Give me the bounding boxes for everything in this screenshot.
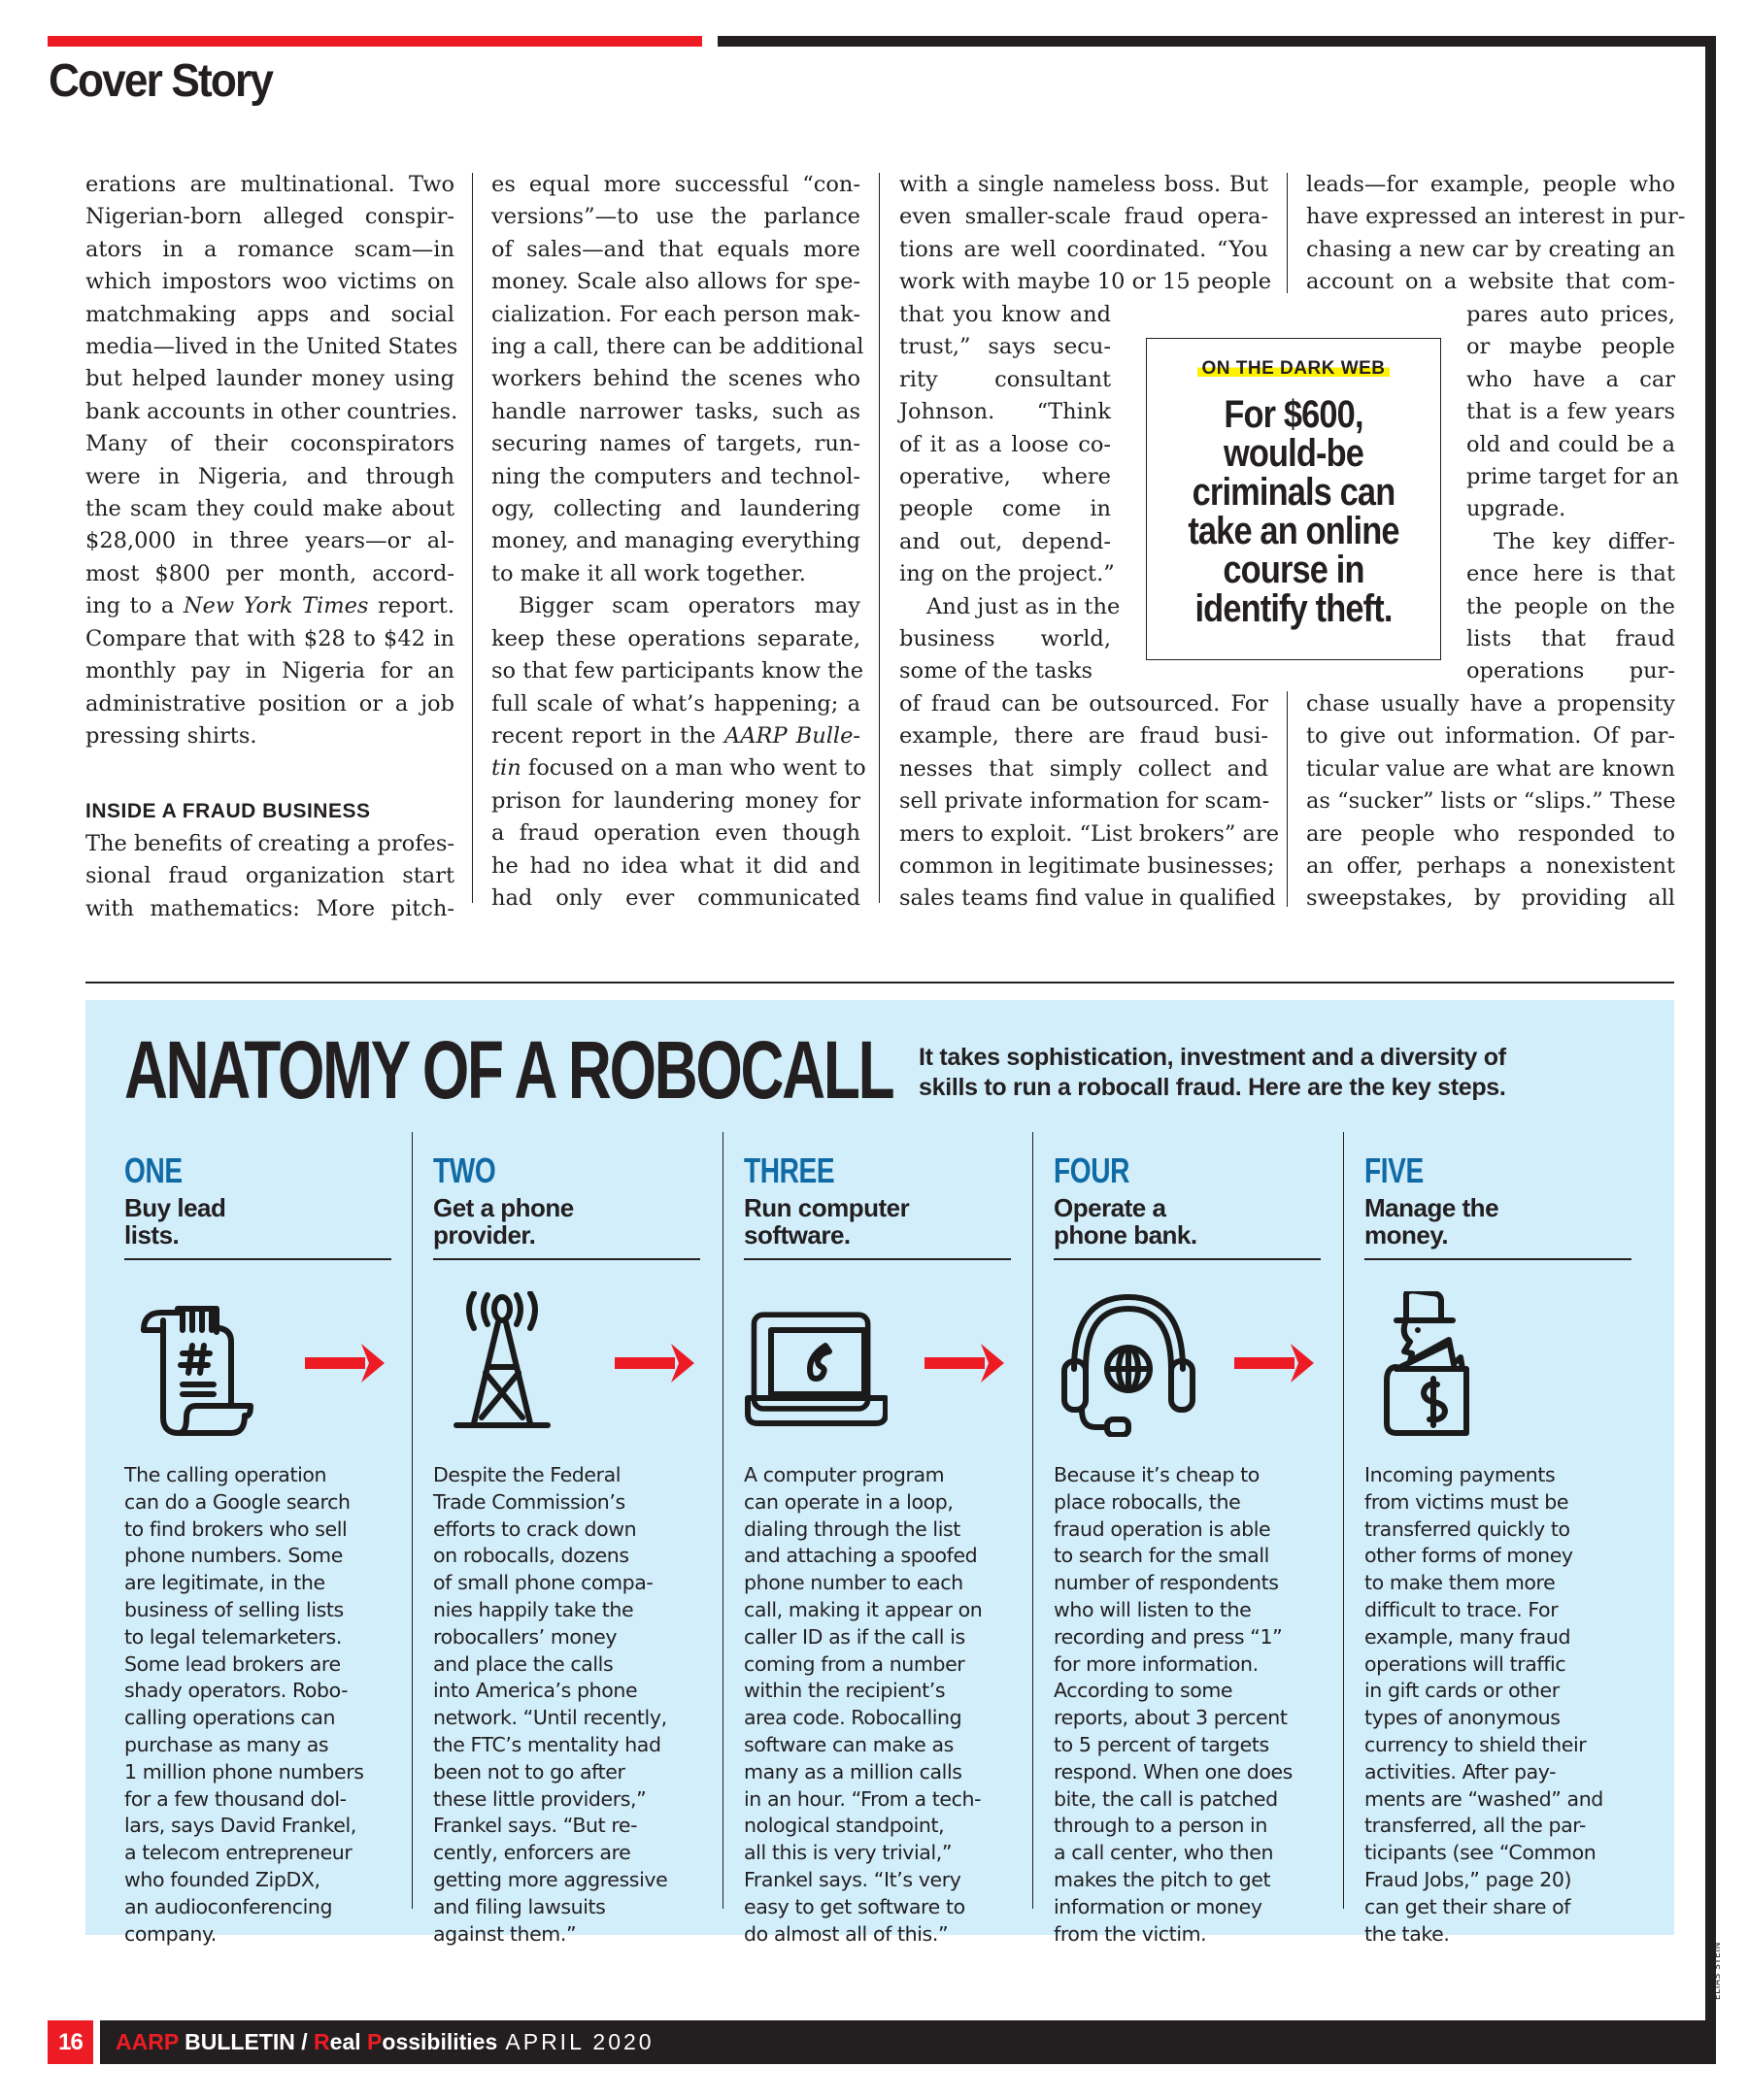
text-line: full scale of what’s happening; a	[491, 690, 860, 717]
text-line: prison for laundering money for	[491, 787, 860, 814]
text-line: call, making it appear on	[744, 1597, 983, 1621]
text-line: getting more aggressive	[433, 1867, 668, 1891]
text-line: information or money	[1054, 1894, 1262, 1918]
text-line: were in Nigeria, and through	[85, 463, 454, 489]
text-line: to search for the small	[1054, 1544, 1269, 1568]
text-line: of fraud can be outsourced. For	[899, 691, 1268, 717]
text-line: The benefits of creating a profes-	[85, 830, 454, 856]
scroll-list-icon	[124, 1291, 270, 1437]
text-line: transferred quickly to	[1364, 1517, 1570, 1541]
step-body	[124, 1462, 416, 1948]
article-column-3-bottom	[899, 688, 1280, 916]
article-line: recent report in the AARP Bulle-	[491, 722, 860, 749]
text-line: the people on the	[1466, 593, 1675, 619]
text-line: many as a million calls	[744, 1759, 962, 1783]
text-line: the take.	[1364, 1921, 1450, 1946]
column-divider	[472, 173, 473, 903]
article-column-3	[899, 169, 1272, 299]
text-line: to 5 percent of targets	[1054, 1732, 1269, 1756]
text-line: place robocalls, the	[1054, 1489, 1241, 1514]
flow-arrow-icon	[305, 1342, 402, 1384]
text-line: prime target for an	[1466, 464, 1679, 490]
article-column-4-narrow	[1466, 299, 1679, 688]
text-line: chasing a new car by creating an	[1306, 236, 1675, 262]
text-line: to find brokers who sell	[124, 1517, 348, 1541]
thief-wallet-dollar-icon	[1367, 1291, 1513, 1437]
text-line: versions”—to use the parlance	[491, 204, 860, 230]
step-one	[124, 1151, 416, 1260]
article-line: upgrade.	[1466, 496, 1566, 522]
text-line: of sales—and that equals more	[491, 236, 860, 262]
text-line: all this is very trivial,”	[744, 1841, 953, 1865]
article-subhead: INSIDE A FRAUD BUSINESS	[85, 800, 371, 823]
text-line: he had no idea what it did and	[491, 852, 860, 879]
text-line: been not to go after	[433, 1759, 625, 1783]
text-line: area code. Robocalling	[744, 1706, 962, 1730]
step-rule	[744, 1258, 1011, 1260]
text-line: phone number to each	[744, 1571, 963, 1595]
article-line: tin focused on a man who went to	[491, 755, 866, 782]
text-line: can get their share of	[1364, 1894, 1571, 1918]
footer-bar	[100, 2020, 1716, 2064]
text-line: ence here is that	[1466, 561, 1675, 587]
text-line: The calling operation	[124, 1463, 327, 1486]
step-number: TWO	[433, 1150, 496, 1190]
text-line: Despite the Federal	[433, 1463, 622, 1486]
text-line: transferred, all the par-	[1364, 1814, 1586, 1838]
step-body	[1364, 1462, 1656, 1948]
text-line: that is a few years	[1466, 399, 1675, 425]
pull-quote-box	[1146, 338, 1441, 660]
text-line: even smaller-scale fraud opera-	[899, 204, 1268, 230]
text-line: nesses that simply collect and	[899, 755, 1268, 782]
page-number: 16	[48, 2020, 93, 2064]
footer-publication: AARP BULLETIN / Real Possibilities APRIL 2020	[116, 2029, 655, 2054]
text-line: example, many fraud	[1364, 1624, 1571, 1649]
text-line: Incoming payments	[1364, 1463, 1556, 1486]
text-line: a call center, who then	[1054, 1841, 1274, 1865]
photo-credit: ELIAS STEIN	[1713, 1942, 1723, 2000]
text-line: difficult to trace. For	[1364, 1597, 1559, 1621]
text-line: recording and press “1”	[1054, 1624, 1283, 1649]
step-two	[433, 1151, 724, 1260]
text-line: nological standpoint,	[744, 1814, 945, 1838]
text-line: into America’s phone	[433, 1679, 638, 1703]
text-line: purchase as many as	[124, 1732, 329, 1756]
text-line: ators in a romance scam—in	[85, 236, 454, 262]
text-line: with a single nameless boss. But	[899, 172, 1268, 197]
step-body	[1054, 1462, 1345, 1948]
text-line: other forms of money	[1364, 1544, 1573, 1568]
step-title: Run computer software.	[744, 1193, 910, 1250]
text-line: within the recipient’s	[744, 1679, 946, 1703]
text-line: to make them more	[1364, 1571, 1556, 1595]
flow-arrow-icon	[924, 1342, 1022, 1384]
text-line: Johnson. “Think	[899, 399, 1111, 425]
text-line: administrative position or a job	[85, 690, 454, 717]
text-line: from victims must be	[1364, 1489, 1569, 1514]
step-title: Buy lead lists.	[124, 1193, 226, 1250]
header-black-rule	[718, 36, 1716, 47]
column-divider	[1287, 691, 1288, 907]
text-line: operative, where	[899, 464, 1111, 490]
text-line: Bigger scam operators may	[519, 593, 860, 619]
text-line: erations are multinational. Two	[85, 172, 454, 197]
text-line: sales teams find value in qualified	[899, 885, 1276, 912]
text-line: leads—for example, people who	[1306, 172, 1675, 197]
text-line: coming from a number	[744, 1651, 965, 1676]
text-line: the FTC’s mentality had	[433, 1732, 661, 1756]
step-number: FOUR	[1054, 1150, 1129, 1190]
text-line: sweepstakes, by providing all	[1306, 885, 1675, 912]
text-line: money, and managing everything	[491, 528, 860, 554]
text-line: ning the computers and technol-	[491, 463, 860, 489]
text-line: in an hour. “From a tech-	[744, 1786, 982, 1811]
text-line: of small phone compa-	[433, 1571, 654, 1595]
radio-tower-icon	[437, 1291, 583, 1437]
text-line: can operate in a loop,	[744, 1489, 954, 1514]
text-line: lars, says David Frankel,	[124, 1814, 356, 1838]
text-line: and attaching a spoofed	[744, 1544, 978, 1568]
text-line: old and could be a	[1466, 431, 1675, 457]
text-line: ogy, collecting and laundering	[491, 496, 860, 522]
step-five	[1364, 1151, 1656, 1260]
text-line: who will listen to the	[1054, 1597, 1252, 1621]
step-title: Get a phone provider.	[433, 1193, 574, 1250]
headset-globe-icon	[1057, 1291, 1202, 1437]
text-line: for more information.	[1054, 1651, 1259, 1676]
text-line: 1 million phone numbers	[124, 1759, 364, 1783]
text-line: Trade Commission’s	[433, 1489, 625, 1514]
text-line: company.	[124, 1921, 217, 1946]
text-line: easy to get software to	[744, 1894, 965, 1918]
infographic-panel	[85, 1000, 1674, 1946]
text-line: ments are “washed” and	[1364, 1786, 1603, 1811]
text-line: calling operations can	[124, 1706, 336, 1730]
text-line: matchmaking apps and social	[85, 301, 454, 327]
step-body	[744, 1462, 1035, 1948]
text-line: efforts to crack down	[433, 1517, 637, 1541]
text-line: media—lived in the United States	[85, 334, 458, 360]
text-line: bite, the call is patched	[1054, 1786, 1278, 1811]
text-line: pares auto prices,	[1466, 302, 1675, 327]
text-line: caller ID as if the call is	[744, 1624, 965, 1649]
text-line: $28,000 in three years—or al-	[85, 528, 454, 554]
text-line: sell private information for scam-	[899, 788, 1270, 815]
text-line: had only ever communicated	[491, 884, 860, 911]
text-line: currency to shield their	[1364, 1732, 1587, 1756]
text-line: rity consultant	[899, 366, 1111, 392]
text-line: business world,	[899, 626, 1111, 652]
text-line: example, there are fraud busi-	[899, 723, 1268, 750]
text-line: dialing through the list	[744, 1517, 960, 1541]
text-line: and out, depend-	[899, 528, 1111, 554]
text-line: mers to exploit. “List brokers” are	[899, 820, 1280, 847]
text-line: are people who responded to	[1306, 820, 1675, 847]
text-line: and place the calls	[433, 1651, 614, 1676]
text-line: Some lead brokers are	[124, 1651, 341, 1676]
text-line: chase usually have a propensity	[1306, 691, 1675, 717]
text-line: Compare that with $28 to $42 in	[85, 625, 454, 651]
step-rule	[433, 1258, 700, 1260]
text-line: to legal telemarketers.	[124, 1624, 342, 1649]
article-line: to make it all work together.	[491, 560, 806, 586]
text-line: Because it’s cheap to	[1054, 1463, 1260, 1486]
text-line: number of respondents	[1054, 1571, 1279, 1595]
article-column-1	[85, 169, 458, 925]
text-line: who have a car	[1466, 366, 1675, 392]
text-line: ing a call, there can be additional	[491, 334, 864, 360]
text-line: people come in	[899, 496, 1111, 522]
text-line: Fraud Jobs,” page 20)	[1364, 1867, 1572, 1891]
text-line: on robocalls, dozens	[433, 1544, 629, 1568]
infographic-subtitle: It takes sophistication, investment and a diversity of skills to run a robocall fraud. Here are the key steps.	[919, 1044, 1506, 1101]
text-line: or maybe people	[1466, 334, 1675, 360]
column-divider	[1287, 173, 1288, 293]
text-line: which impostors woo victims on	[85, 269, 454, 295]
text-line: types of anonymous	[1364, 1706, 1561, 1730]
text-line: reports, about 3 percent	[1054, 1706, 1288, 1730]
text-line: cialization. For each person mak-	[491, 301, 860, 327]
text-line: to give out information. Of par-	[1306, 723, 1675, 750]
text-line: a fraud operation even though	[491, 820, 860, 847]
section-title: Cover Story	[49, 55, 273, 107]
header-red-rule	[48, 36, 702, 47]
step-number: THREE	[744, 1150, 835, 1190]
text-line: do almost all of this.”	[744, 1921, 949, 1946]
page-edge-rule	[1705, 36, 1716, 2055]
article-line: pressing shirts.	[85, 722, 257, 749]
text-line: from the victim.	[1054, 1921, 1207, 1946]
text-line: respond. When one does	[1054, 1759, 1293, 1783]
text-line: are legitimate, in the	[124, 1571, 325, 1595]
article-line: ing to a New York Times report.	[85, 593, 454, 619]
text-line: robocallers’ money	[433, 1624, 618, 1649]
step-body	[433, 1462, 724, 1948]
text-line: workers behind the scenes who	[491, 366, 860, 392]
text-line: as “sucker” lists or “slips.” These	[1306, 788, 1676, 815]
pull-quote-kicker: ON THE DARK WEB	[1147, 358, 1440, 380]
step-four	[1054, 1151, 1345, 1260]
text-line: shady operators. Robo-	[124, 1679, 349, 1703]
text-line: who founded ZipDX,	[124, 1867, 320, 1891]
text-line: Frankel says. “But re-	[433, 1814, 638, 1838]
step-title: Operate a phone bank.	[1054, 1193, 1197, 1250]
text-line: through to a person in	[1054, 1814, 1267, 1838]
text-line: so that few participants know the	[491, 658, 864, 684]
text-line: a telecom entrepreneur	[124, 1841, 353, 1865]
pull-quote-text: For $600, would-be criminals can take an online course in identify theft.	[1188, 393, 1399, 630]
text-line: in gift cards or other	[1364, 1679, 1560, 1703]
text-line: es equal more successful “con-	[491, 172, 860, 197]
text-line: securing names of targets, run-	[491, 431, 860, 457]
text-line: these little providers,”	[433, 1786, 647, 1811]
text-line: account on a website that com-	[1306, 269, 1675, 295]
text-line: operations will traffic	[1364, 1651, 1566, 1676]
article-line: some of the tasks	[899, 658, 1093, 684]
text-line: an audioconferencing	[124, 1894, 333, 1918]
article-column-3-narrow	[899, 299, 1121, 688]
text-line: with mathematics: More pitch-	[85, 895, 454, 921]
text-line: an offer, perhaps a nonexistent	[1306, 853, 1675, 880]
text-line: the scam they could make about	[85, 496, 454, 522]
text-line: tions are well coordinated. “You	[899, 236, 1268, 262]
text-line: but helped launder money using	[85, 366, 454, 392]
infographic-top-rule	[85, 982, 1674, 983]
text-line: of it as a loose co-	[899, 431, 1111, 457]
step-number: ONE	[124, 1150, 183, 1190]
text-line: makes the pitch to get	[1054, 1867, 1271, 1891]
text-line: lists that fraud	[1466, 626, 1675, 652]
text-line: money. Scale also allows for spe-	[491, 269, 860, 295]
text-line: And just as in the	[926, 593, 1121, 619]
text-line: for a few thousand dol-	[124, 1786, 347, 1811]
article-line: ing on the project.”	[899, 561, 1115, 587]
text-line: have expressed an interest in pur-	[1306, 204, 1686, 230]
text-line: activities. After pay-	[1364, 1759, 1557, 1783]
text-line: most $800 per month, accord-	[85, 560, 454, 586]
text-line: Frankel says. “It’s very	[744, 1867, 961, 1891]
step-title: Manage the money.	[1364, 1193, 1499, 1250]
laptop-phone-icon	[742, 1291, 888, 1437]
text-line: and filing lawsuits	[433, 1894, 606, 1918]
article-column-2	[491, 169, 866, 915]
step-rule	[1364, 1258, 1631, 1260]
text-line: monthly pay in Nigeria for an	[85, 658, 454, 684]
text-line: sional fraud organization start	[85, 863, 454, 889]
article-column-4-bottom	[1306, 688, 1675, 916]
step-three	[744, 1151, 1035, 1260]
text-line: cently, enforcers are	[433, 1841, 631, 1865]
text-line: Nigerian-born alleged conspir-	[85, 204, 454, 230]
text-line: software can make as	[744, 1732, 954, 1756]
text-line: keep these operations separate,	[491, 625, 860, 651]
text-line: ticular value are what are known	[1306, 755, 1675, 782]
article-column-4	[1306, 169, 1686, 299]
flow-arrow-icon	[615, 1342, 712, 1384]
text-line: nies happily take the	[433, 1597, 634, 1621]
infographic-title: ANATOMY OF A ROBOCALL	[124, 1024, 893, 1116]
text-line: ticipants (see “Common	[1364, 1841, 1597, 1865]
step-number: FIVE	[1364, 1150, 1424, 1190]
text-line: network. “Until recently,	[433, 1706, 667, 1730]
text-line: operations pur-	[1466, 658, 1675, 684]
text-line: bank accounts in other countries.	[85, 398, 458, 424]
text-line: against them.”	[433, 1921, 577, 1946]
text-line: business of selling lists	[124, 1597, 344, 1621]
step-rule	[124, 1258, 391, 1260]
text-line: phone numbers. Some	[124, 1544, 343, 1568]
text-line: Many of their coconspirators	[85, 431, 454, 457]
text-line: fraud operation is able	[1054, 1517, 1271, 1541]
text-line: The key differ-	[1494, 528, 1675, 554]
column-divider	[879, 173, 880, 903]
text-line: that you know and	[899, 302, 1111, 327]
step-rule	[1054, 1258, 1321, 1260]
text-line: common in legitimate businesses;	[899, 853, 1275, 880]
flow-arrow-icon	[1234, 1342, 1331, 1384]
text-line: According to some	[1054, 1679, 1233, 1703]
text-line: A computer program	[744, 1463, 945, 1486]
text-line: can do a Google search	[124, 1489, 351, 1514]
text-line: work with maybe 10 or 15 people	[899, 269, 1272, 295]
text-line: handle narrower tasks, such as	[491, 398, 860, 424]
text-line: trust,” says secu-	[899, 334, 1111, 360]
